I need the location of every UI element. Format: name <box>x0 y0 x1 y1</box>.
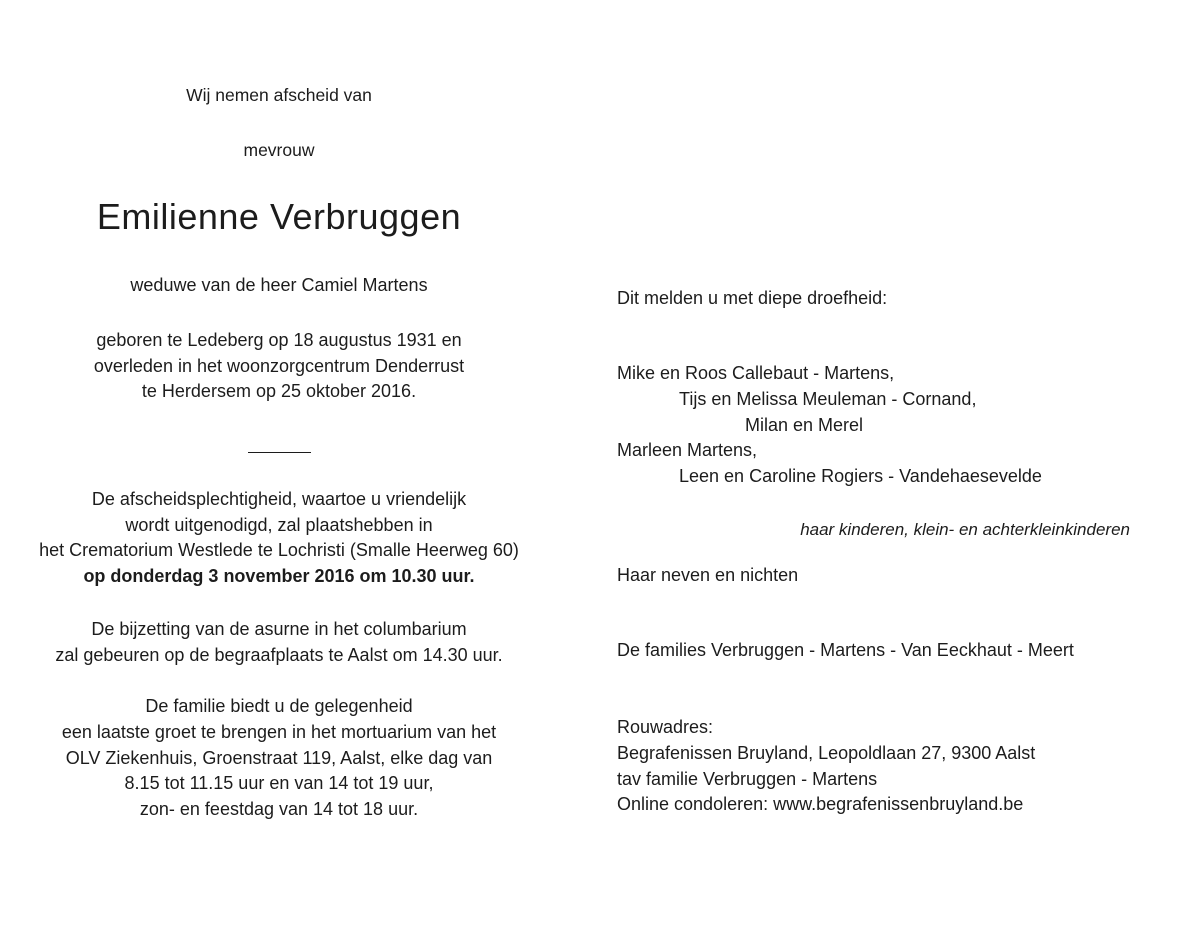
ceremony-line: De afscheidsplechtigheid, waartoe u vriendelijk <box>91 489 467 509</box>
farewell-intro-text: Wij nemen afscheid van <box>186 85 372 105</box>
mortuary-line: OLV Ziekenhuis, Groenstraat 119, Aalst, elke dag van <box>65 747 493 768</box>
family-member-line: Milan en Merel <box>745 414 864 435</box>
family-member-line: Tijs en Melissa Meuleman - Cornand, <box>679 388 977 409</box>
family-list <box>617 361 1132 490</box>
ceremony-paragraph <box>0 487 558 589</box>
ceremony-line: het Crematorium Westlede te Lochristi (Smalle Heerweg 60) <box>39 540 519 561</box>
divider-line <box>248 445 311 453</box>
mourning-address-line: Begrafenissen Bruyland, Leopoldlaan 27, 9300 Aalst <box>617 742 1036 763</box>
family-member-line: Mike en Roos Callebaut - Martens, <box>617 363 895 383</box>
birth-death-line: te Herdersem op 25 oktober 2016. <box>141 381 417 401</box>
ceremony-date-time: op donderdag 3 november 2016 om 10.30 uur. <box>83 565 475 586</box>
birth-death-paragraph <box>0 328 558 405</box>
mortuary-paragraph <box>0 694 558 823</box>
birth-death-line: overleden in het woonzorgcentrum Denderrust <box>93 355 465 376</box>
deceased-name: Emilienne Verbruggen <box>96 196 462 237</box>
ceremony-line: wordt uitgenodigd, zal plaatshebben in <box>125 514 433 535</box>
interment-paragraph <box>0 617 558 668</box>
mortuary-line: zon- en feestdag van 14 tot 18 uur. <box>139 799 419 820</box>
salutation-text: mevrouw <box>243 140 315 160</box>
mourning-address-line: tav familie Verbruggen - Martens <box>617 768 878 789</box>
family-member-line: Leen en Caroline Rogiers - Vandehaesevelde <box>679 466 1042 487</box>
mourning-address-block <box>617 715 1132 818</box>
families-text: De families Verbruggen - Martens - Van Eeckhaut - Meert <box>617 640 1074 660</box>
mourning-address-label: Rouwadres: <box>617 717 714 737</box>
relation-note-text: haar kinderen, klein- en achterkleinkinderen <box>800 520 1130 539</box>
mortuary-line: 8.15 tot 11.15 uur en van 14 tot 19 uur, <box>124 773 434 794</box>
announcement-text: Dit melden u met diepe droefheid: <box>617 288 888 308</box>
nephews-nieces-text: Haar neven en nichten <box>617 565 799 585</box>
mortuary-line: een laatste groet te brengen in het mortuarium van het <box>61 721 497 742</box>
mortuary-line: De familie biedt u de gelegenheid <box>145 696 413 716</box>
interment-line: De bijzetting van de asurne in het columbarium <box>91 619 467 639</box>
condolence-website-line: Online condoleren: www.begrafenissenbruyland.be <box>617 794 1024 815</box>
section-divider <box>0 440 558 458</box>
widow-of-text: weduwe van de heer Camiel Martens <box>130 275 428 295</box>
family-member-line: Marleen Martens, <box>617 440 758 461</box>
birth-death-line: geboren te Ledeberg op 18 augustus 1931 en <box>96 330 462 350</box>
interment-line: zal gebeuren op de begraafplaats te Aalst om 14.30 uur. <box>55 644 503 665</box>
